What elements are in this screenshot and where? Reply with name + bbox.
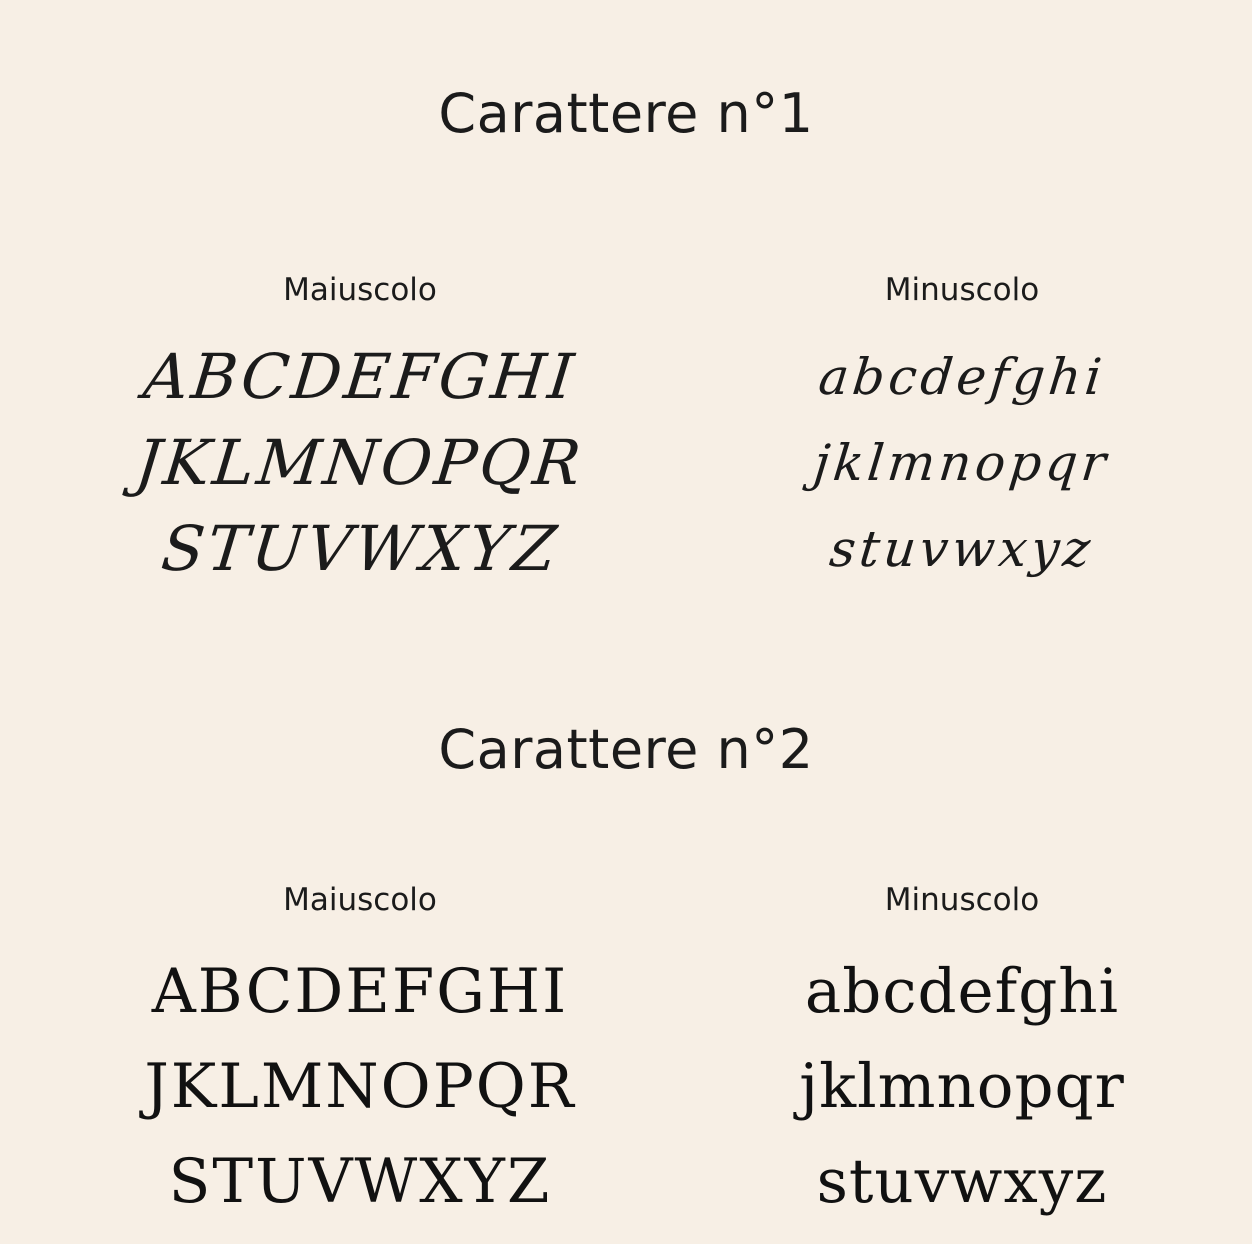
specimen-row: JKLMNOPQR xyxy=(144,1051,576,1122)
font-1-lowercase-column xyxy=(732,272,1192,592)
specimen-row: stuvwxyz xyxy=(827,520,1097,578)
specimen-row: stuvwxyz xyxy=(816,1146,1108,1217)
font-2-uppercase-specimen xyxy=(144,944,575,1229)
font-2-lowercase-specimen xyxy=(799,944,1125,1229)
specimen-row: abcdefghi xyxy=(804,956,1120,1027)
font-1-lowercase-label: Minuscolo xyxy=(884,272,1040,308)
specimen-row: STUVWXYZ xyxy=(168,1146,552,1217)
specimen-row: STUVWXYZ xyxy=(157,512,563,585)
font-2-uppercase-column xyxy=(60,882,660,1229)
font-1-uppercase-specimen xyxy=(132,334,588,592)
font-2-columns xyxy=(0,882,1252,1229)
font-1-lowercase-specimen xyxy=(811,334,1113,592)
font-2-lowercase-label: Minuscolo xyxy=(884,882,1040,918)
font-1-title: Carattere n°1 xyxy=(438,82,814,145)
font-1-uppercase-label: Maiuscolo xyxy=(283,272,437,308)
specimen-row: jklmnopqr xyxy=(799,1051,1125,1122)
font-1-uppercase-column xyxy=(60,272,660,592)
font-2-uppercase-label: Maiuscolo xyxy=(283,882,437,918)
font-1-columns xyxy=(0,272,1252,592)
specimen-row: ABCDEFGHI xyxy=(151,956,569,1027)
specimen-row: ABCDEFGHI xyxy=(140,340,580,413)
font-2-title: Carattere n°2 xyxy=(438,718,814,781)
specimen-row: JKLMNOPQR xyxy=(132,426,588,499)
specimen-row: abcdefghi xyxy=(815,348,1109,406)
specimen-row: jklmnopqr xyxy=(811,434,1113,492)
font-2-lowercase-column xyxy=(732,882,1192,1229)
